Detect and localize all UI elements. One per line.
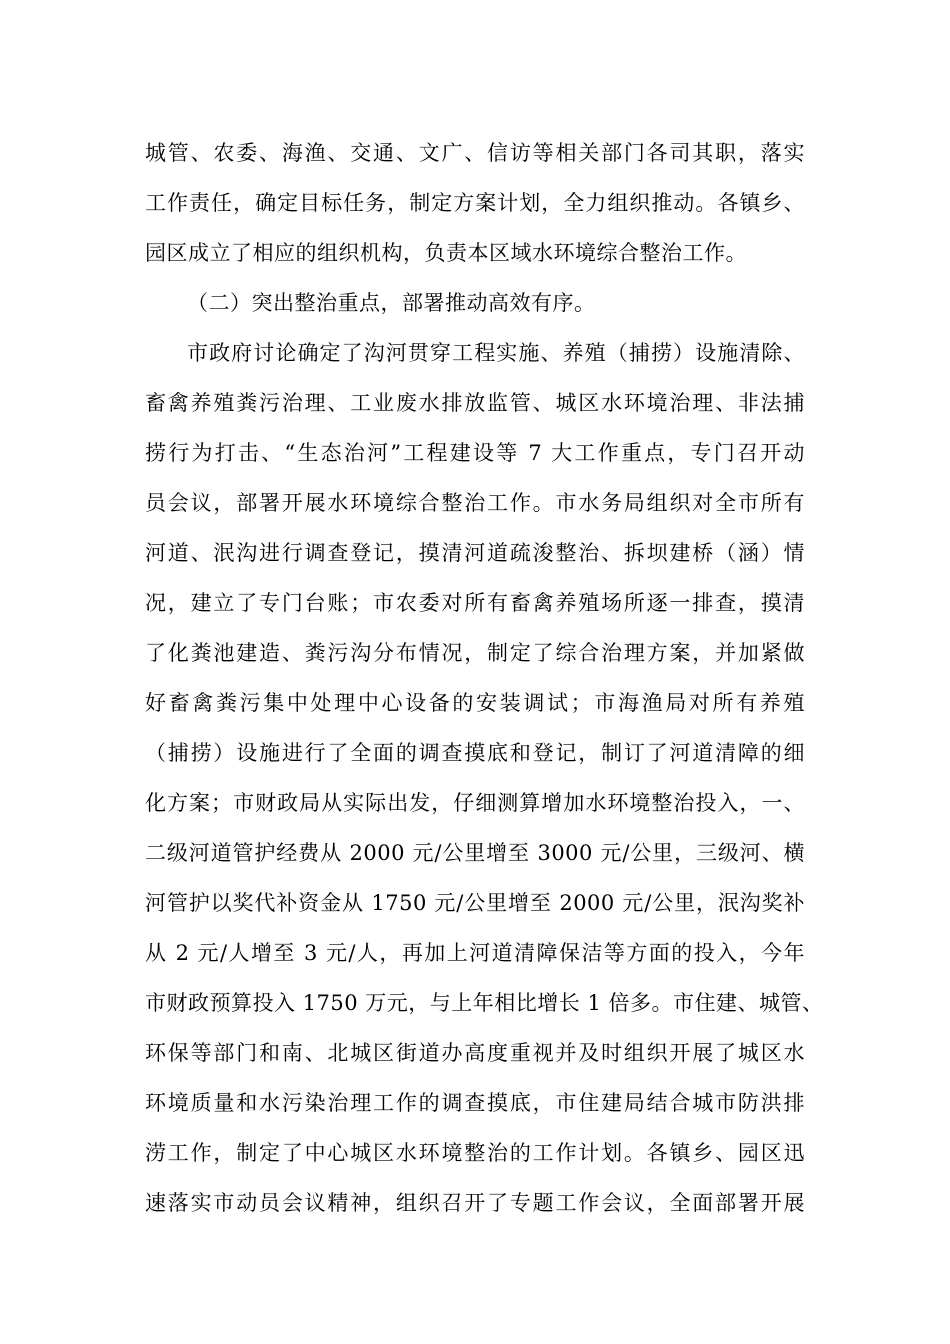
paragraph-2 [145, 328, 824, 1228]
text-line: （捕捞）设施进行了全面的调查摸底和登记，制订了河道清障的细 [145, 741, 805, 765]
text-line: 从 2 元/人增至 3 元/人，再加上河道清障保洁等方面的投入，今年 [145, 941, 805, 965]
text-line: 了化粪池建造、粪污沟分布情况，制定了综合治理方案，并加紧做 [145, 641, 805, 665]
paragraph-1 [145, 128, 805, 278]
text-line: 园区成立了相应的组织机构，负责本区域水环境综合整治工作。 [145, 241, 747, 265]
text-line: 况，建立了专门台账；市农委对所有畜禽养殖场所逐一排查，摸清 [145, 591, 805, 615]
text-line: 速落实市动员会议精神，组织召开了专题工作会议，全面部署开展 [145, 1191, 805, 1215]
text-line: 涝工作，制定了中心城区水环境整治的工作计划。各镇乡、园区迅 [145, 1141, 805, 1165]
text-line: 河道、泯沟进行调查登记，摸清河道疏浚整治、拆坝建桥（涵）情 [145, 541, 805, 565]
text-line: 员会议，部署开展水环境综合整治工作。市水务局组织对全市所有 [145, 491, 805, 515]
text-line: 市财政预算投入 1750 万元，与上年相比增长 1 倍多。市住建、城管、 [145, 991, 824, 1015]
text-line: 二级河道管护经费从 2000 元/公里增至 3000 元/公里，三级河、横 [145, 841, 805, 865]
text-line: 化方案；市财政局从实际出发，仔细测算增加水环境整治投入，一、 [145, 791, 805, 815]
text-line: 城管、农委、海渔、交通、文广、信访等相关部门各司其职，落实 [145, 141, 805, 165]
text-line: 捞行为打击、“生态治河”工程建设等 7 大工作重点，专门召开动 [145, 441, 805, 465]
text-line: 环境质量和水污染治理工作的调查摸底，市住建局结合城市防洪排 [145, 1091, 805, 1115]
text-line: 好畜禽粪污集中处理中心设备的安装调试；市海渔局对所有养殖 [145, 691, 805, 715]
text-line: 工作责任，确定目标任务，制定方案计划，全力组织推动。各镇乡、 [145, 191, 805, 215]
heading-line: （二）突出整治重点，部署推动高效有序。 [187, 291, 596, 315]
text-line: 环保等部门和南、北城区街道办高度重视并及时组织开展了城区水 [145, 1041, 805, 1065]
text-line: 市政府讨论确定了沟河贯穿工程实施、养殖（捕捞）设施清除、 [187, 341, 805, 365]
body-text [145, 128, 824, 1228]
text-line: 河管护以奖代补资金从 1750 元/公里增至 2000 元/公里，泯沟奖补 [145, 891, 805, 915]
section-heading [145, 278, 805, 328]
text-line: 畜禽养殖粪污治理、工业废水排放监管、城区水环境治理、非法捕 [145, 391, 805, 415]
